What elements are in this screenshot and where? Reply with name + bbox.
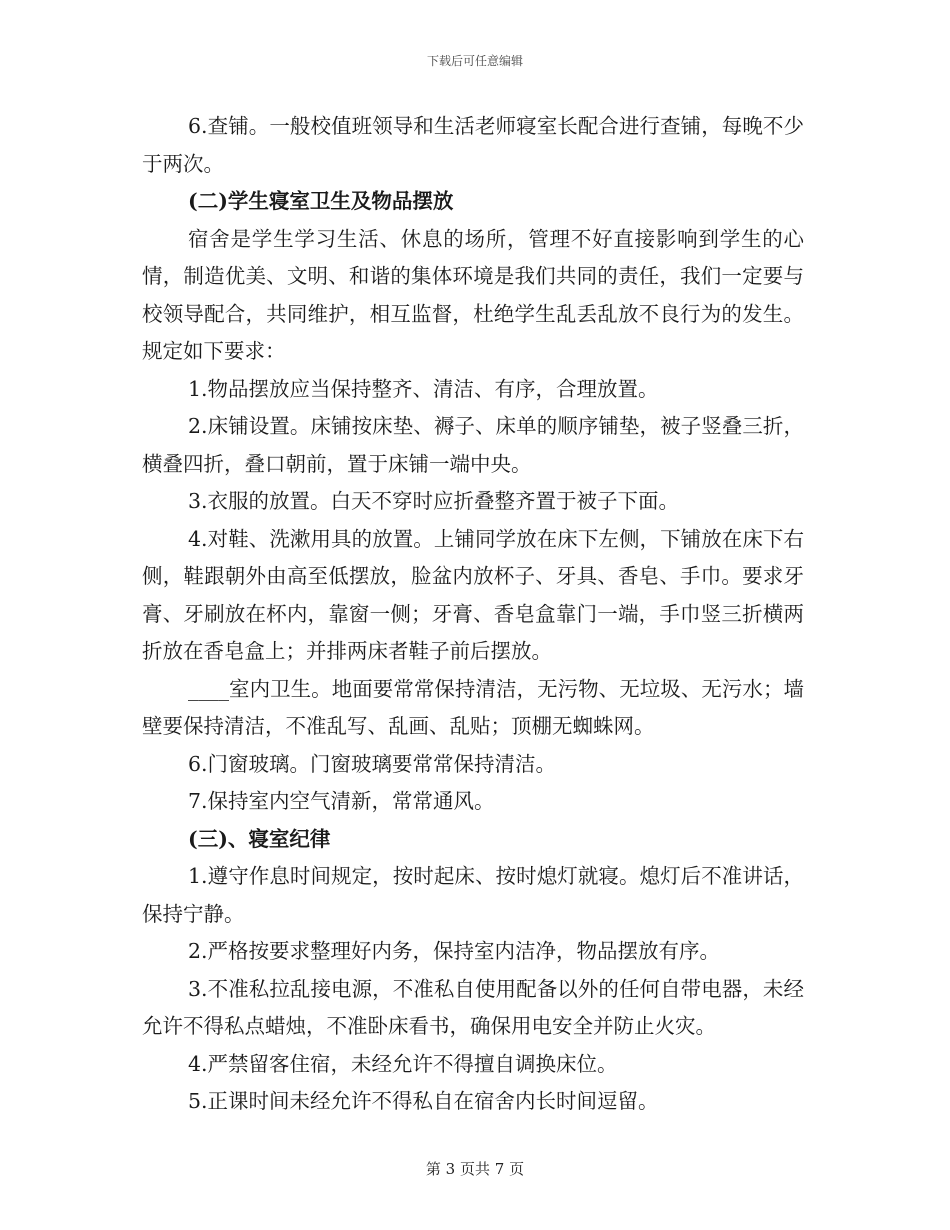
paragraph-item-3: 3.衣服的放置。白天不穿时应折叠整齐置于被子下面。: [188, 489, 680, 513]
paragraph-rule-2: 2.严格按要求整理好内务，保持室内洁净，物品摆放有序。: [188, 939, 721, 963]
section-heading-discipline: (三)、寝室纪律: [188, 826, 331, 851]
paragraph-item-1: 1.物品摆放应当保持整齐、清洁、有序，合理放置。: [188, 376, 659, 401]
document-body: [142, 108, 804, 1121]
page-number: 第 3 页共 7 页: [425, 1160, 525, 1178]
paragraph-inspection: 6.查铺。一般校值班领导和生活老师寝室长配合进行查铺，每晚不少于两次。: [142, 114, 804, 176]
paragraph-item-6: 6.门窗玻璃。门窗玻璃要常常保持清洁。: [188, 751, 557, 776]
paragraph-item-7: 7.保持室内空气清新，常常通风。: [188, 789, 495, 813]
paragraph-item-2: 2.床铺设置。床铺按床垫、褥子、床单的顺序铺垫，被子竖叠三折，横叠四折，叠口朝前，置于床铺一端中央。: [142, 414, 804, 476]
paragraph-dorm-intro: 宿舍是学生学习生活、休息的场所，管理不好直接影响到学生的心情，制造优美、文明、和谐的集体环境是我们共同的责任，我们一定要与校领导配合，共同维护，相互监督，杜绝学生乱丢乱放不良行为的发生。规定如下要求：: [142, 226, 804, 363]
paragraph-rule-4: 4.严禁留客住宿，未经允许不得擅自调换床位。: [188, 1051, 618, 1076]
paragraph-rule-3: 3.不准私拉乱接电源，不准私自使用配备以外的任何自带电器，未经允许不得私点蜡烛，不准卧床看书，确保用电安全并防止火灾。: [142, 976, 804, 1038]
paragraph-item-5: ____室内卫生。地面要常常保持清洁，无污物、无垃圾、无污水；墙壁要保持清洁，不准乱写、乱画、乱贴；顶棚无蜘蛛网。: [142, 676, 804, 738]
paragraph-item-4: 4.对鞋、洗漱用具的放置。上铺同学放在床下左侧，下铺放在床下右侧，鞋跟朝外由高至低摆放，脸盆内放杯子、牙具、香皂、手巾。要求牙膏、牙刷放在杯内，靠窗一侧；牙膏、香皂盒靠门一端，手巾竖三折横两折放在香皂盒上；并排两床者鞋子前后摆放。: [142, 526, 804, 663]
paragraph-rule-5: 5.正课时间未经允许不得私自在宿舍内长时间逗留。: [188, 1089, 659, 1113]
page-header: 下载后可任意编辑: [426, 54, 523, 68]
paragraph-rule-1: 1.遵守作息时间规定，按时起床、按时熄灯就寝。熄灯后不准讲话，保持宁静。: [142, 864, 804, 926]
section-heading-hygiene: (二)学生寝室卫生及物品摆放: [188, 189, 454, 213]
